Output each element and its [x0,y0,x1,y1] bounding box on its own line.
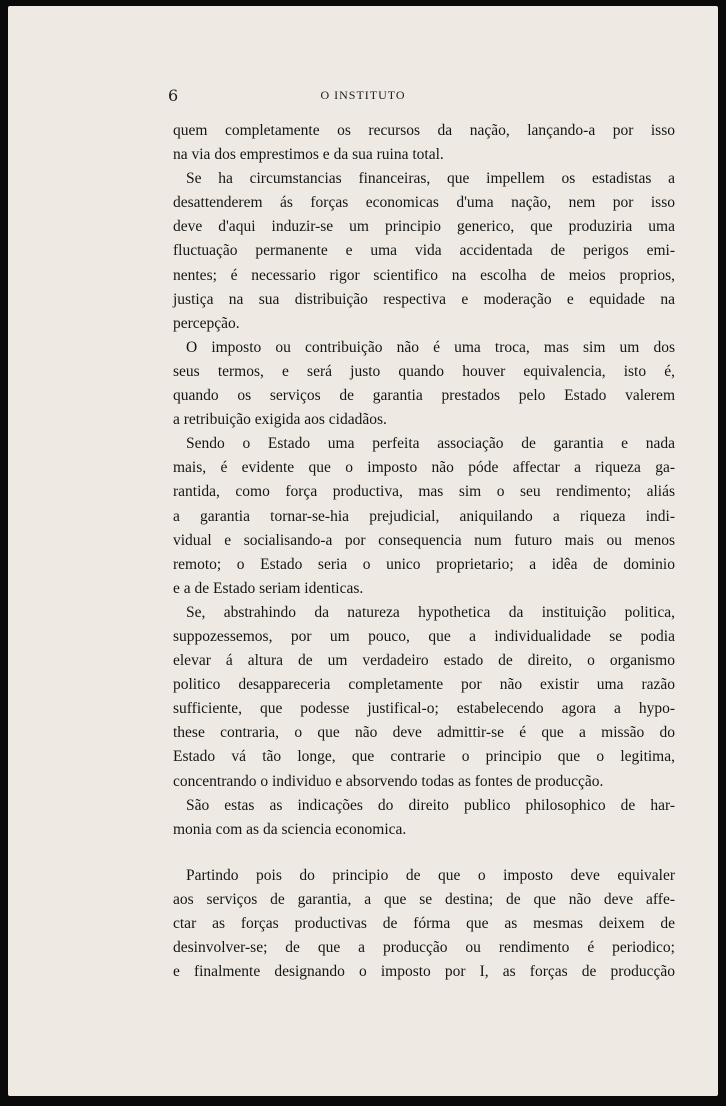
text-line: a retribuição exigida aos cidadãos. [173,411,387,429]
text-line: O imposto ou contribuição não é uma troca, mas sim um dos [186,338,675,356]
paragraph [173,432,675,601]
text-line: e a de Estado seriam identicas. [173,579,364,597]
text-line: nentes; é necessario rigor scientifico na escolha de meios proprios, [173,266,675,284]
text-line: justiça na sua distribuição respectiva e moderação e equidade na [173,290,675,308]
text-line: quando os serviços de garantia prestados pelo Estado valerem [173,387,675,405]
text-line: desinvolver-se; de que a producção ou rendimento é periodico; [173,939,675,957]
text-line: deve d'aqui induzir-se um principio generico, que produziria uma [173,218,675,236]
paragraph [173,864,675,984]
text-line: politico desappareceria completamente por não existir uma razão [173,676,675,694]
body-text [173,119,675,984]
text-line: ctar as forças productivas de fórma que as mesmas deixem de [173,915,675,932]
paragraph [173,794,675,842]
text-line: Estado vá tão longe, que contrarie o principio que o legitima, [173,748,675,766]
text-line: rantida, como força productiva, mas sim o seu rendimento; aliás [173,483,675,501]
text-line: these contraria, o que não deve admittir-se é que a missão do [173,724,675,742]
text-line: a garantia tornar-se-hia prejudicial, aniquilando a riqueza indi- [173,507,675,525]
paragraph [173,336,675,432]
text-line: mais, é evidente que o imposto não póde affectar a riqueza ga- [173,459,675,477]
text-line: quem completamente os recursos da nação, lançando-a por isso [173,122,675,139]
text-line: elevar á altura de um verdadeiro estado de direito, o organismo [173,652,675,670]
page-number: 6 [168,86,179,105]
text-line: Se ha circumstancias financeiras, que impellem os estadistas a [186,170,675,188]
paragraph [173,167,675,336]
page-header [8,86,718,106]
section-gap [173,842,675,864]
text-line: seus termos, e será justo quando houver equivalencia, isto é, [173,362,675,380]
text-line: Sendo o Estado uma perfeita associação de garantia e nada [186,435,675,453]
text-line: aos serviços de garantia, a que se destina; de que não deve affe- [173,890,675,908]
text-line: e finalmente designando o imposto por I, as forças de producção [173,963,675,981]
text-line: vidual e socialisando-a por consequencia num futuro mais ou menos [173,531,675,549]
paragraph-continuation [173,119,675,167]
text-line: Partindo pois do principio de que o imposto deve equivaler [186,866,675,884]
running-title: O INSTITUTO [320,88,406,102]
text-line: monia com as da sciencia economica. [173,820,407,838]
text-line: remoto; o Estado seria o unico proprietario; a idêa de dominio [173,555,675,573]
text-line: suppozessemos, por um pouco, que a individualidade se podia [173,627,675,645]
text-line: percepção. [173,314,240,332]
text-line: São estas as indicações do direito publico philosophico de har- [186,796,675,814]
paragraph [173,601,675,794]
text-line: concentrando o individuo e absorvendo todas as fontes de producção. [173,772,604,790]
text-line: na via dos emprestimos e da sua ruina total. [173,146,444,164]
book-page [8,6,718,1096]
text-line: Se, abstrahindo da natureza hypothetica da instituição politica, [186,603,675,621]
text-line: fluctuação permanente e uma vida accidentada de perigos emi- [173,242,675,260]
text-line: sufficiente, que podesse justifical-o; estabelecendo agora a hypo- [173,700,675,718]
text-line: desattenderem ás forças economicas d'uma nação, nem por isso [173,194,675,212]
